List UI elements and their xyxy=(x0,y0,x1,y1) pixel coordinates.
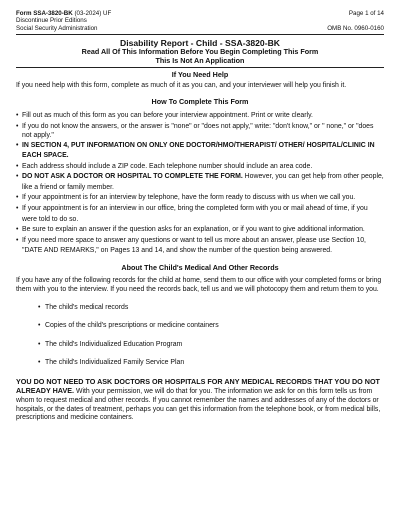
record-item: • The child's medical records xyxy=(38,304,384,313)
how-to-heading: How To Complete This Form xyxy=(151,97,249,107)
form-header-right xyxy=(327,10,384,32)
form-header xyxy=(16,10,384,32)
no-doctor-warning: DO NOT ASK A DOCTOR OR HOSPITAL TO COMPLETE THE FORM. xyxy=(22,173,243,181)
instruction-item: • IN SECTION 4, PUT INFORMATION ON ONLY ONE DOCTOR/HMO/THERAPIST/ OTHER/ HOSPITAL/CLINIC IN EACH SPACE. xyxy=(16,141,384,161)
instruction-item: • If you need more space to answer any questions or want to tell us more about an answer, please use Section 10, "DATE AND REMARKS," on Pages 13 and 14, and show the number of the question being answered. xyxy=(16,236,384,257)
records-heading: About The Child's Medical And Other Records xyxy=(121,263,279,273)
omb-number: OMB No. 0960-0160 xyxy=(327,24,384,32)
agency-name: Social Security Administration xyxy=(16,24,98,32)
record-item: • The child's Individualized Education Program xyxy=(38,341,384,350)
subtitle-not-application: This Is Not An Application xyxy=(155,55,245,65)
instruction-item: • Be sure to explain an answer if the question asks for an explanation, or if you want to give additional information. xyxy=(16,225,384,236)
instruction-item xyxy=(16,172,384,193)
records-closing-text: With your permission, we will do that for you. The information we ask for on this form tells us from whom to request medical and other records. If you cannot remember the names and addresses of any of the doctors or hospitals, or the dates of treatment, perhaps you can get this information from the telephone book, or from medical bills, prescriptions and medicine containers. xyxy=(16,388,381,422)
header-rule xyxy=(16,34,384,35)
instruction-item: • Fill out as much of this form as you can before your interview appointment. Print or write clearly. xyxy=(16,110,384,122)
subtitle-read-all: Read All Of This Information Before You Begin Completing This Form xyxy=(81,47,319,57)
record-item: • The child's Individualized Family Service Plan xyxy=(38,359,384,368)
instruction-item: • If you do not know the answers, or the answer is "none" or "does not apply," write: "don't know," or " none," or "does not apply." xyxy=(16,122,384,141)
page-number: Page 1 of 14 xyxy=(348,10,384,17)
form-header-left xyxy=(16,10,111,32)
records-list xyxy=(16,304,384,368)
instruction-item: • If your appointment is for an interview in our office, bring the completed form with you or mail ahead of time, if you were told to do so. xyxy=(16,204,384,225)
instruction-item: • Each address should include a ZIP code. Each telephone number should include an area code. xyxy=(16,161,384,173)
form-id: Form SSA-3820-BK xyxy=(16,10,73,17)
instructions-list xyxy=(16,110,384,257)
records-intro: If you have any of the following records for the child at home, send them to our office with your completed forms or bring them with you to the interview. If you need the records back, tell us and we will photocopy them and return them to you. xyxy=(16,277,382,293)
form-date: (03-2024) UF xyxy=(72,10,112,17)
discontinue-note: Discontinue Prior Editions xyxy=(16,17,87,25)
no-need-to-ask-note: YOU DO NOT NEED TO ASK DOCTORS OR HOSPITALS FOR ANY MEDICAL RECORDS THAT YOU DO NOT ALREADY HAVE. xyxy=(16,376,380,396)
form-title: Disability Report - Child - SSA-3820-BK xyxy=(120,38,280,49)
instruction-item: • If your appointment is for an interview by telephone, have the form ready to discuss with us when we call you. xyxy=(16,193,384,204)
record-item: • Copies of the child's prescriptions or medicine containers xyxy=(38,322,384,331)
help-from-others: However, you can get help from other people, like a friend or family member. xyxy=(22,173,384,191)
help-text: If you need help with this form, complete as much of it as you can, and your interviewer will help you finish it. xyxy=(16,82,347,90)
form-id-line xyxy=(16,10,111,17)
help-heading: If You Need Help xyxy=(16,67,384,79)
records-closing xyxy=(16,378,384,424)
